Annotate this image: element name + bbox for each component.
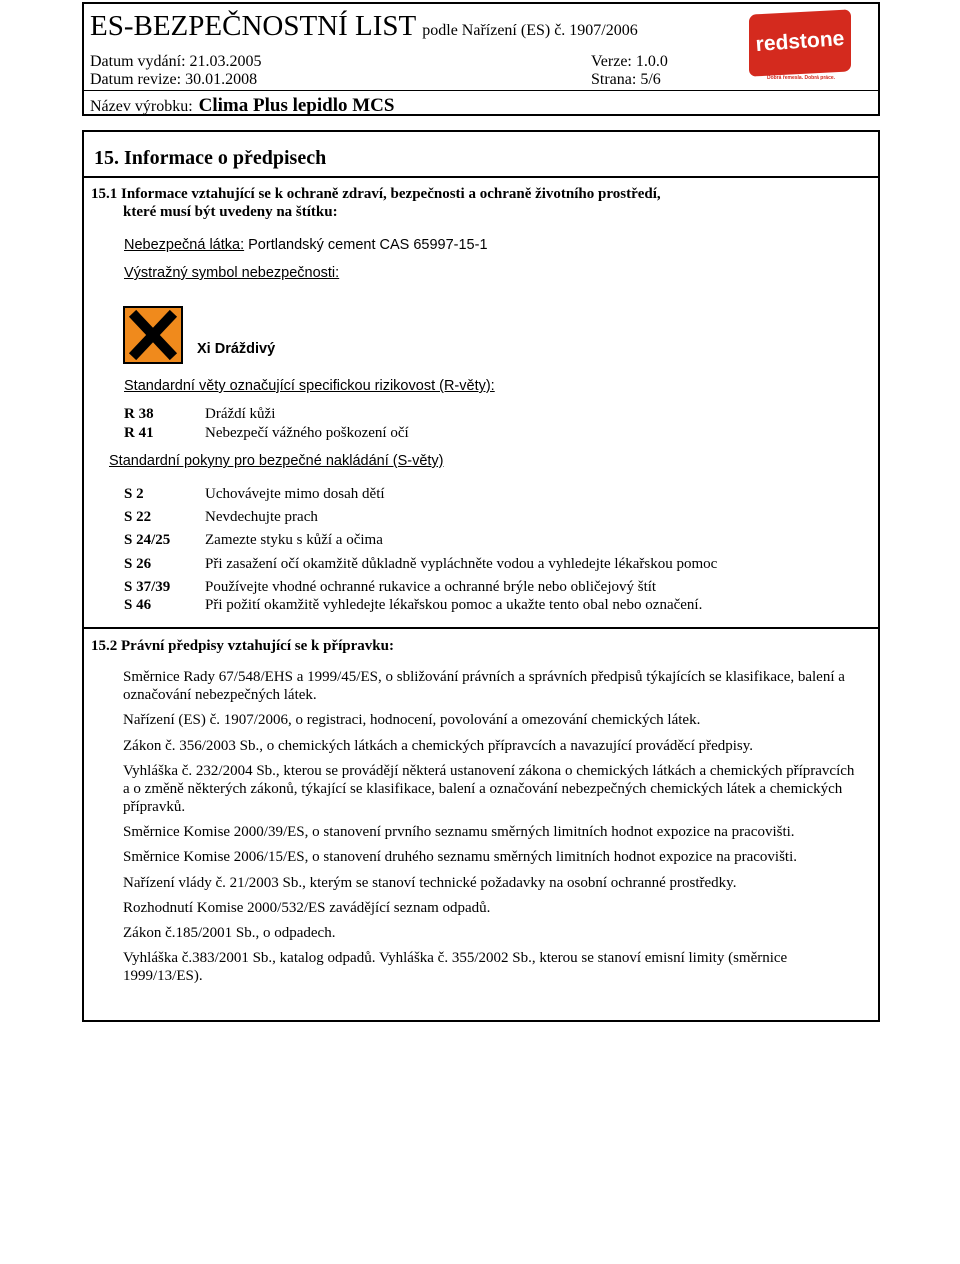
section-heading: 15. Informace o předpisech xyxy=(94,147,327,169)
logo-text: redstone xyxy=(754,26,846,57)
s-code: S 26 xyxy=(124,556,152,572)
regulation-item: Směrnice Komise 2000/39/ES, o stanovení prvního seznamu směrných limitních hodnot expozice na pracovišti. xyxy=(123,824,795,840)
hazard-value: Portlandský cement CAS 65997-15-1 xyxy=(248,237,488,253)
regulation-item: Zákon č. 356/2003 Sb., o chemických látkách a chemických přípravcích a navazující prováděcí předpisy. xyxy=(123,738,754,754)
s-code: S 2 xyxy=(124,486,144,502)
regulation-item: Nařízení (ES) č. 1907/2006, o registraci, hodnocení, povolování a omezování chemických látek. xyxy=(123,712,701,728)
s-code: S 24/25 xyxy=(124,532,171,548)
revision-date: Datum revize: 30.01.2008 xyxy=(90,71,258,88)
s-code: S 37/39 xyxy=(124,579,171,595)
product-name: Clima Plus lepidlo MCS xyxy=(198,95,395,116)
regulation-item: Vyhláška č. 232/2004 Sb., kterou se provádějí některá ustanovení zákona o chemických látkách a chemických přípravcích a o změně některých zákonů, týkající se klasifikace, balení a označování nebezpečných chemických látek a chemických přípravků. xyxy=(123,763,855,815)
title-sub: podle Nařízení (ES) č. 1907/2006 xyxy=(422,22,638,39)
symbol-label: Výstražný symbol nebezpečnosti: xyxy=(124,265,340,281)
regulation-item: Zákon č.185/2001 Sb., o odpadech. xyxy=(123,925,336,941)
s-code: S 46 xyxy=(124,597,152,613)
regulation-item: Směrnice Rady 67/548/EHS a 1999/45/ES, o sbližování právních a správních předpisů týkajících se klasifikace, balení a označování nebezpečných látek. xyxy=(123,669,845,703)
issue-date: Datum vydání: 21.03.2005 xyxy=(90,53,262,70)
s2-title: 15.2 Právní předpisy vztahující se k přípravku: xyxy=(91,638,394,654)
s-code: S 22 xyxy=(124,509,152,525)
xi-irritant-icon xyxy=(123,306,183,364)
s1-title-line1: 15.1 Informace vztahující se k ochraně zdraví, bezpečnosti a ochraně životního prostředí, xyxy=(91,186,661,202)
s-text: Při požití okamžitě vyhledejte lékařskou pomoc a ukažte tento obal nebo označení. xyxy=(205,597,703,613)
s-heading: Standardní pokyny pro bezpečné nakládání (S-věty) xyxy=(109,453,444,469)
header-divider xyxy=(84,90,878,91)
product-name-line xyxy=(90,95,394,117)
version: Verze: 1.0.0 xyxy=(591,53,668,70)
title-main: ES-BEZPEČNOSTNÍ LIST xyxy=(90,10,417,42)
section-heading-box xyxy=(82,130,880,178)
hazard-label: Nebezpečná látka: xyxy=(124,237,245,253)
hazard-line xyxy=(124,237,488,253)
regulation-item: Směrnice Komise 2006/15/ES, o stanovení druhého seznamu směrných limitních hodnot expozice na pracovišti. xyxy=(123,849,798,865)
s1-title-line2: které musí být uvedeny na štítku: xyxy=(123,204,338,220)
regulation-item: Rozhodnutí Komise 2000/532/ES zavádějící seznam odpadů. xyxy=(123,900,491,916)
s-text: Nevdechujte prach xyxy=(205,509,318,525)
r-code: R 38 xyxy=(124,406,154,422)
regulation-item: Vyhláška č.383/2001 Sb., katalog odpadů. Vyhláška č. 355/2002 Sb., kterou se stanoví emisní limity (směrnice 1999/13/ES). xyxy=(123,950,788,984)
product-label: Název výrobku: xyxy=(90,98,193,115)
r-heading: Standardní věty označující specifickou rizikovost (R-věty): xyxy=(124,378,495,394)
page-number: Strana: 5/6 xyxy=(591,71,661,88)
symbol-caption: Xi Dráždivý xyxy=(197,341,276,357)
document-title xyxy=(90,10,638,43)
logo-tagline: Dobrá řemesla. Dobrá práce. xyxy=(766,75,836,81)
s-text: Zamezte styku s kůží a očima xyxy=(205,532,383,548)
r-code: R 41 xyxy=(124,425,154,441)
r-text: Nebezpečí vážného poškození očí xyxy=(205,425,409,441)
regulation-item: Nařízení vlády č. 21/2003 Sb., kterým se stanoví technické požadavky na osobní ochranné prostředky. xyxy=(123,875,737,891)
redstone-logo xyxy=(749,12,851,82)
header-box xyxy=(82,2,880,116)
s-text: Při zasažení očí okamžitě důkladně vypláchněte vodou a vyhledejte lékařskou pomoc xyxy=(205,556,718,572)
s-text: Uchovávejte mimo dosah dětí xyxy=(205,486,385,502)
s-text: Používejte vhodné ochranné rukavice a ochranné brýle nebo obličejový štít xyxy=(205,579,657,595)
r-text: Dráždí kůži xyxy=(205,406,276,422)
